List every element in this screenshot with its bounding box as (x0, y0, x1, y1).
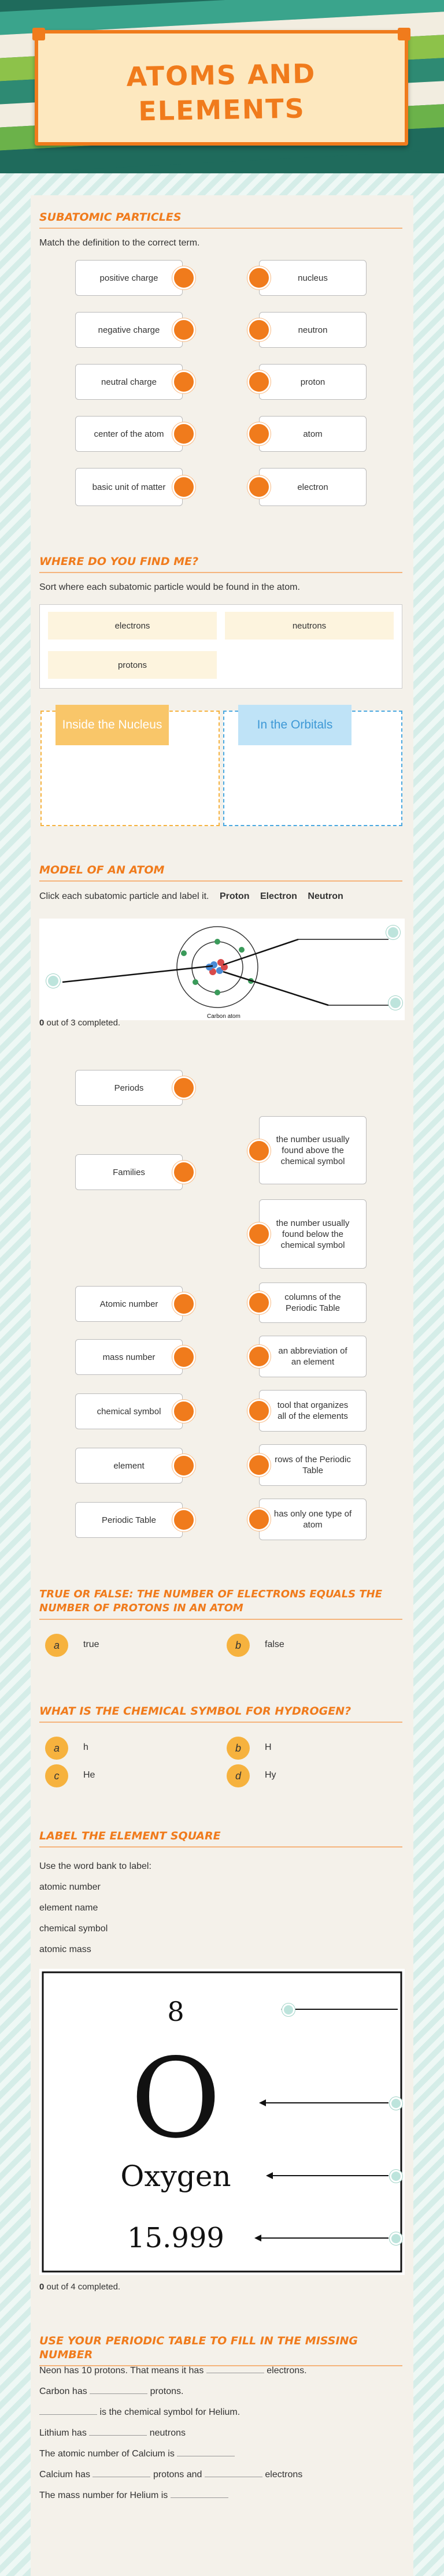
instruction-sort: Sort where each subatomic particle would be found in the atom. (39, 582, 300, 592)
match-term[interactable]: basic unit of matter (75, 468, 183, 506)
connector-dot[interactable] (247, 266, 271, 289)
option-label[interactable]: false (265, 1640, 284, 1649)
blank-input[interactable] (205, 2469, 262, 2477)
option-letter[interactable]: b (227, 1737, 250, 1760)
sentence-text: electrons (265, 2470, 303, 2480)
connector-dot[interactable] (172, 370, 195, 393)
option-letter[interactable]: a (45, 1737, 68, 1760)
match-definition[interactable]: atom (259, 416, 367, 452)
option-label[interactable]: true (83, 1640, 99, 1649)
match-definition[interactable]: the number usually found below the chemical symbol (259, 1199, 367, 1269)
sentence-text: Neon has 10 protons. That means it has (39, 2366, 204, 2376)
progress-text: out of 4 completed. (44, 2282, 121, 2292)
sentence-text: Carbon has (39, 2387, 87, 2396)
match-definition[interactable]: the number usually found above the chemical symbol (259, 1116, 367, 1184)
match-definition[interactable]: rows of the Periodic Table (259, 1444, 367, 1486)
page-title: ATOMS AND ELEMENTS (126, 58, 316, 127)
option-label[interactable]: H (265, 1742, 272, 1752)
label-hotspot[interactable] (46, 974, 60, 988)
instruction-text: Click each subatomic particle and label it. (39, 891, 209, 901)
element-square-figure (39, 1969, 405, 2275)
section-title-where: WHERE DO YOU FIND ME? (39, 555, 402, 573)
section-title-fill: USE YOUR PERIODIC TABLE TO FILL IN THE MISSING NUMBER (39, 2334, 402, 2366)
atomic-mass-text: 15.999 (127, 2222, 224, 2254)
figure-caption: Carbon atom (207, 1013, 240, 1020)
word-electron: Electron (260, 891, 297, 901)
section-title-label-square: LABEL THE ELEMENT SQUARE (39, 1829, 402, 1848)
connector-dot[interactable] (172, 1345, 195, 1369)
blank-input[interactable] (90, 2386, 147, 2394)
label-hotspot[interactable] (390, 2170, 402, 2183)
sort-bank (39, 604, 402, 689)
atomic-number-text: 8 (167, 1996, 184, 2027)
label-hotspot[interactable] (390, 2232, 402, 2245)
connector-dot[interactable] (172, 1454, 195, 1477)
match-definition[interactable]: electron (259, 468, 367, 506)
instruction-label (39, 891, 343, 902)
blank-input[interactable] (89, 2428, 147, 2436)
zone-label: Inside the Nucleus (56, 705, 169, 745)
match-term[interactable]: Periods (75, 1070, 183, 1106)
section-title-subatomic: SUBATOMIC PARTICLES (39, 210, 402, 229)
fill-sentence (39, 2448, 235, 2459)
instruction-match: Match the definition to the correct term. (39, 238, 200, 248)
match-term[interactable]: mass number (75, 1339, 183, 1375)
blank-input[interactable] (177, 2448, 235, 2456)
match-term[interactable]: center of the atom (75, 416, 183, 452)
label-hotspot[interactable] (390, 2097, 402, 2110)
match-term[interactable]: Atomic number (75, 1286, 183, 1322)
progress-count: 0 (39, 1018, 45, 1028)
wordbank-item: element name (39, 1903, 98, 1913)
sentence-text: is the chemical symbol for Helium. (99, 2407, 240, 2417)
label-hotspot[interactable] (282, 2003, 295, 2016)
option-letter[interactable]: a (45, 1634, 68, 1657)
wordbank-item: chemical symbol (39, 1924, 108, 1934)
title-card (35, 30, 408, 146)
progress-element (39, 2282, 120, 2292)
label-hotspot[interactable] (386, 925, 400, 939)
blank-input[interactable] (206, 2365, 264, 2373)
option-letter[interactable]: d (227, 1764, 250, 1787)
connector-dot[interactable] (247, 1454, 271, 1477)
blank-input[interactable] (171, 2490, 228, 2498)
match-term[interactable]: neutral charge (75, 364, 183, 400)
connector-dot[interactable] (247, 1139, 271, 1162)
sentence-text: The atomic number of Calcium is (39, 2449, 175, 2459)
blank-input[interactable] (39, 2407, 97, 2415)
connector-dot[interactable] (247, 318, 271, 341)
progress-count: 0 (39, 2282, 45, 2292)
match-definition[interactable]: neutron (259, 312, 367, 348)
sentence-text: protons and (153, 2470, 202, 2480)
connector-dot[interactable] (247, 475, 271, 499)
label-hotspot[interactable] (388, 996, 402, 1010)
chemical-symbol-text: O (131, 2035, 221, 2162)
wordbank-item: atomic number (39, 1882, 101, 1892)
wordbank-item: atomic mass (39, 1945, 91, 1954)
connector-dot[interactable] (247, 1222, 271, 1246)
match-definition[interactable]: proton (259, 364, 367, 400)
sentence-text: The mass number for Helium is (39, 2490, 168, 2500)
fill-sentence (39, 2386, 183, 2397)
connector-dot[interactable] (247, 1399, 271, 1422)
dropzone-orbitals[interactable] (223, 711, 402, 826)
connector-dot[interactable] (172, 1400, 195, 1423)
fill-sentence (39, 2469, 302, 2480)
progress-text: out of 3 completed. (44, 1018, 121, 1028)
element-name-text: Oxygen (120, 2159, 231, 2193)
option-letter[interactable]: c (45, 1764, 68, 1787)
match-definition[interactable]: an abbreviation of an element (259, 1336, 367, 1377)
fill-sentence (39, 2407, 240, 2418)
match-term[interactable]: chemical symbol (75, 1393, 183, 1429)
fill-sentence (39, 2365, 307, 2376)
wordbank-intro: Use the word bank to label: (39, 1861, 151, 1871)
blank-input[interactable] (92, 2469, 150, 2477)
connector-dot[interactable] (172, 1076, 195, 1099)
option-label[interactable]: He (83, 1770, 95, 1780)
sentence-text: Calcium has (39, 2470, 91, 2480)
connector-dot[interactable] (172, 318, 195, 341)
sentence-text: neutrons (149, 2428, 186, 2438)
option-letter[interactable]: b (227, 1634, 250, 1657)
match-definition[interactable]: has only one type of atom (259, 1499, 367, 1540)
sort-chip[interactable]: protons (48, 651, 217, 679)
sentence-text: electrons. (267, 2366, 307, 2376)
match-definition[interactable]: nucleus (259, 260, 367, 296)
connector-dot[interactable] (247, 422, 271, 445)
option-label[interactable]: Hy (265, 1770, 276, 1780)
connector-dot[interactable] (247, 1291, 271, 1314)
section-title-model: MODEL OF AN ATOM (39, 863, 402, 882)
connector-dot[interactable] (172, 475, 195, 499)
progress-model (39, 1018, 120, 1028)
connector-dot[interactable] (247, 1345, 271, 1368)
connector-dot[interactable] (247, 1508, 271, 1531)
section-title-hydrogen: WHAT IS THE CHEMICAL SYMBOL FOR HYDROGEN? (39, 1704, 402, 1723)
match-term[interactable]: element (75, 1448, 183, 1484)
section-title-truefalse: TRUE OR FALSE: THE NUMBER OF ELECTRONS EQUALS THE NUMBER OF PROTONS IN AN ATOM (39, 1588, 402, 1620)
element-square (39, 1969, 405, 2275)
zone-label: In the Orbitals (238, 705, 352, 745)
sort-chip[interactable]: neutrons (225, 612, 394, 640)
match-term[interactable]: positive charge (75, 260, 183, 296)
match-term[interactable]: Families (75, 1154, 183, 1190)
carbon-atom-figure (39, 919, 405, 1020)
connector-dot[interactable] (172, 1161, 195, 1184)
match-definition[interactable]: tool that organizes all of the elements (259, 1390, 367, 1432)
connector-dot[interactable] (172, 1292, 195, 1315)
word-proton: Proton (219, 891, 250, 901)
connector-dot[interactable] (172, 266, 195, 289)
sentence-text: Lithium has (39, 2428, 87, 2438)
option-label[interactable]: h (83, 1742, 88, 1752)
connector-dot[interactable] (247, 370, 271, 393)
sentence-text: protons. (150, 2387, 184, 2396)
match-term[interactable]: negative charge (75, 312, 183, 348)
atom-diagram (39, 919, 405, 1020)
word-neutron: Neutron (308, 891, 343, 901)
dropzone-nucleus[interactable] (40, 711, 220, 826)
connector-dot[interactable] (172, 422, 195, 445)
fill-sentence (39, 2490, 228, 2501)
match-term[interactable]: Periodic Table (75, 1502, 183, 1538)
sort-chip[interactable]: electrons (48, 612, 217, 640)
connector-dot[interactable] (172, 1508, 195, 1532)
match-definition[interactable]: columns of the Periodic Table (259, 1283, 367, 1323)
fill-sentence (39, 2428, 186, 2439)
